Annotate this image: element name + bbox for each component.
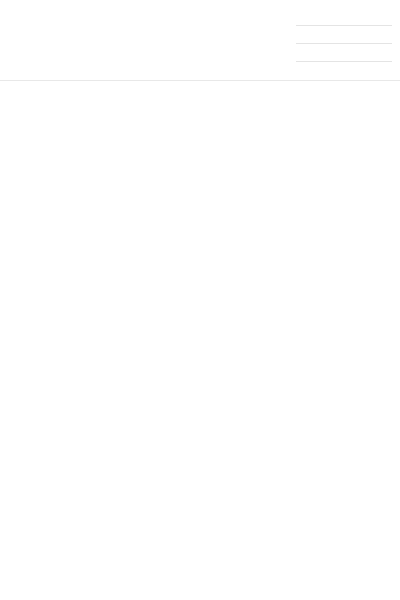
meta-row-subject bbox=[296, 26, 392, 44]
meta-panel bbox=[296, 8, 392, 62]
header-divider bbox=[0, 80, 400, 81]
meta-row-count bbox=[296, 44, 392, 62]
page-header bbox=[0, 0, 400, 66]
meta-row-class bbox=[296, 8, 392, 26]
